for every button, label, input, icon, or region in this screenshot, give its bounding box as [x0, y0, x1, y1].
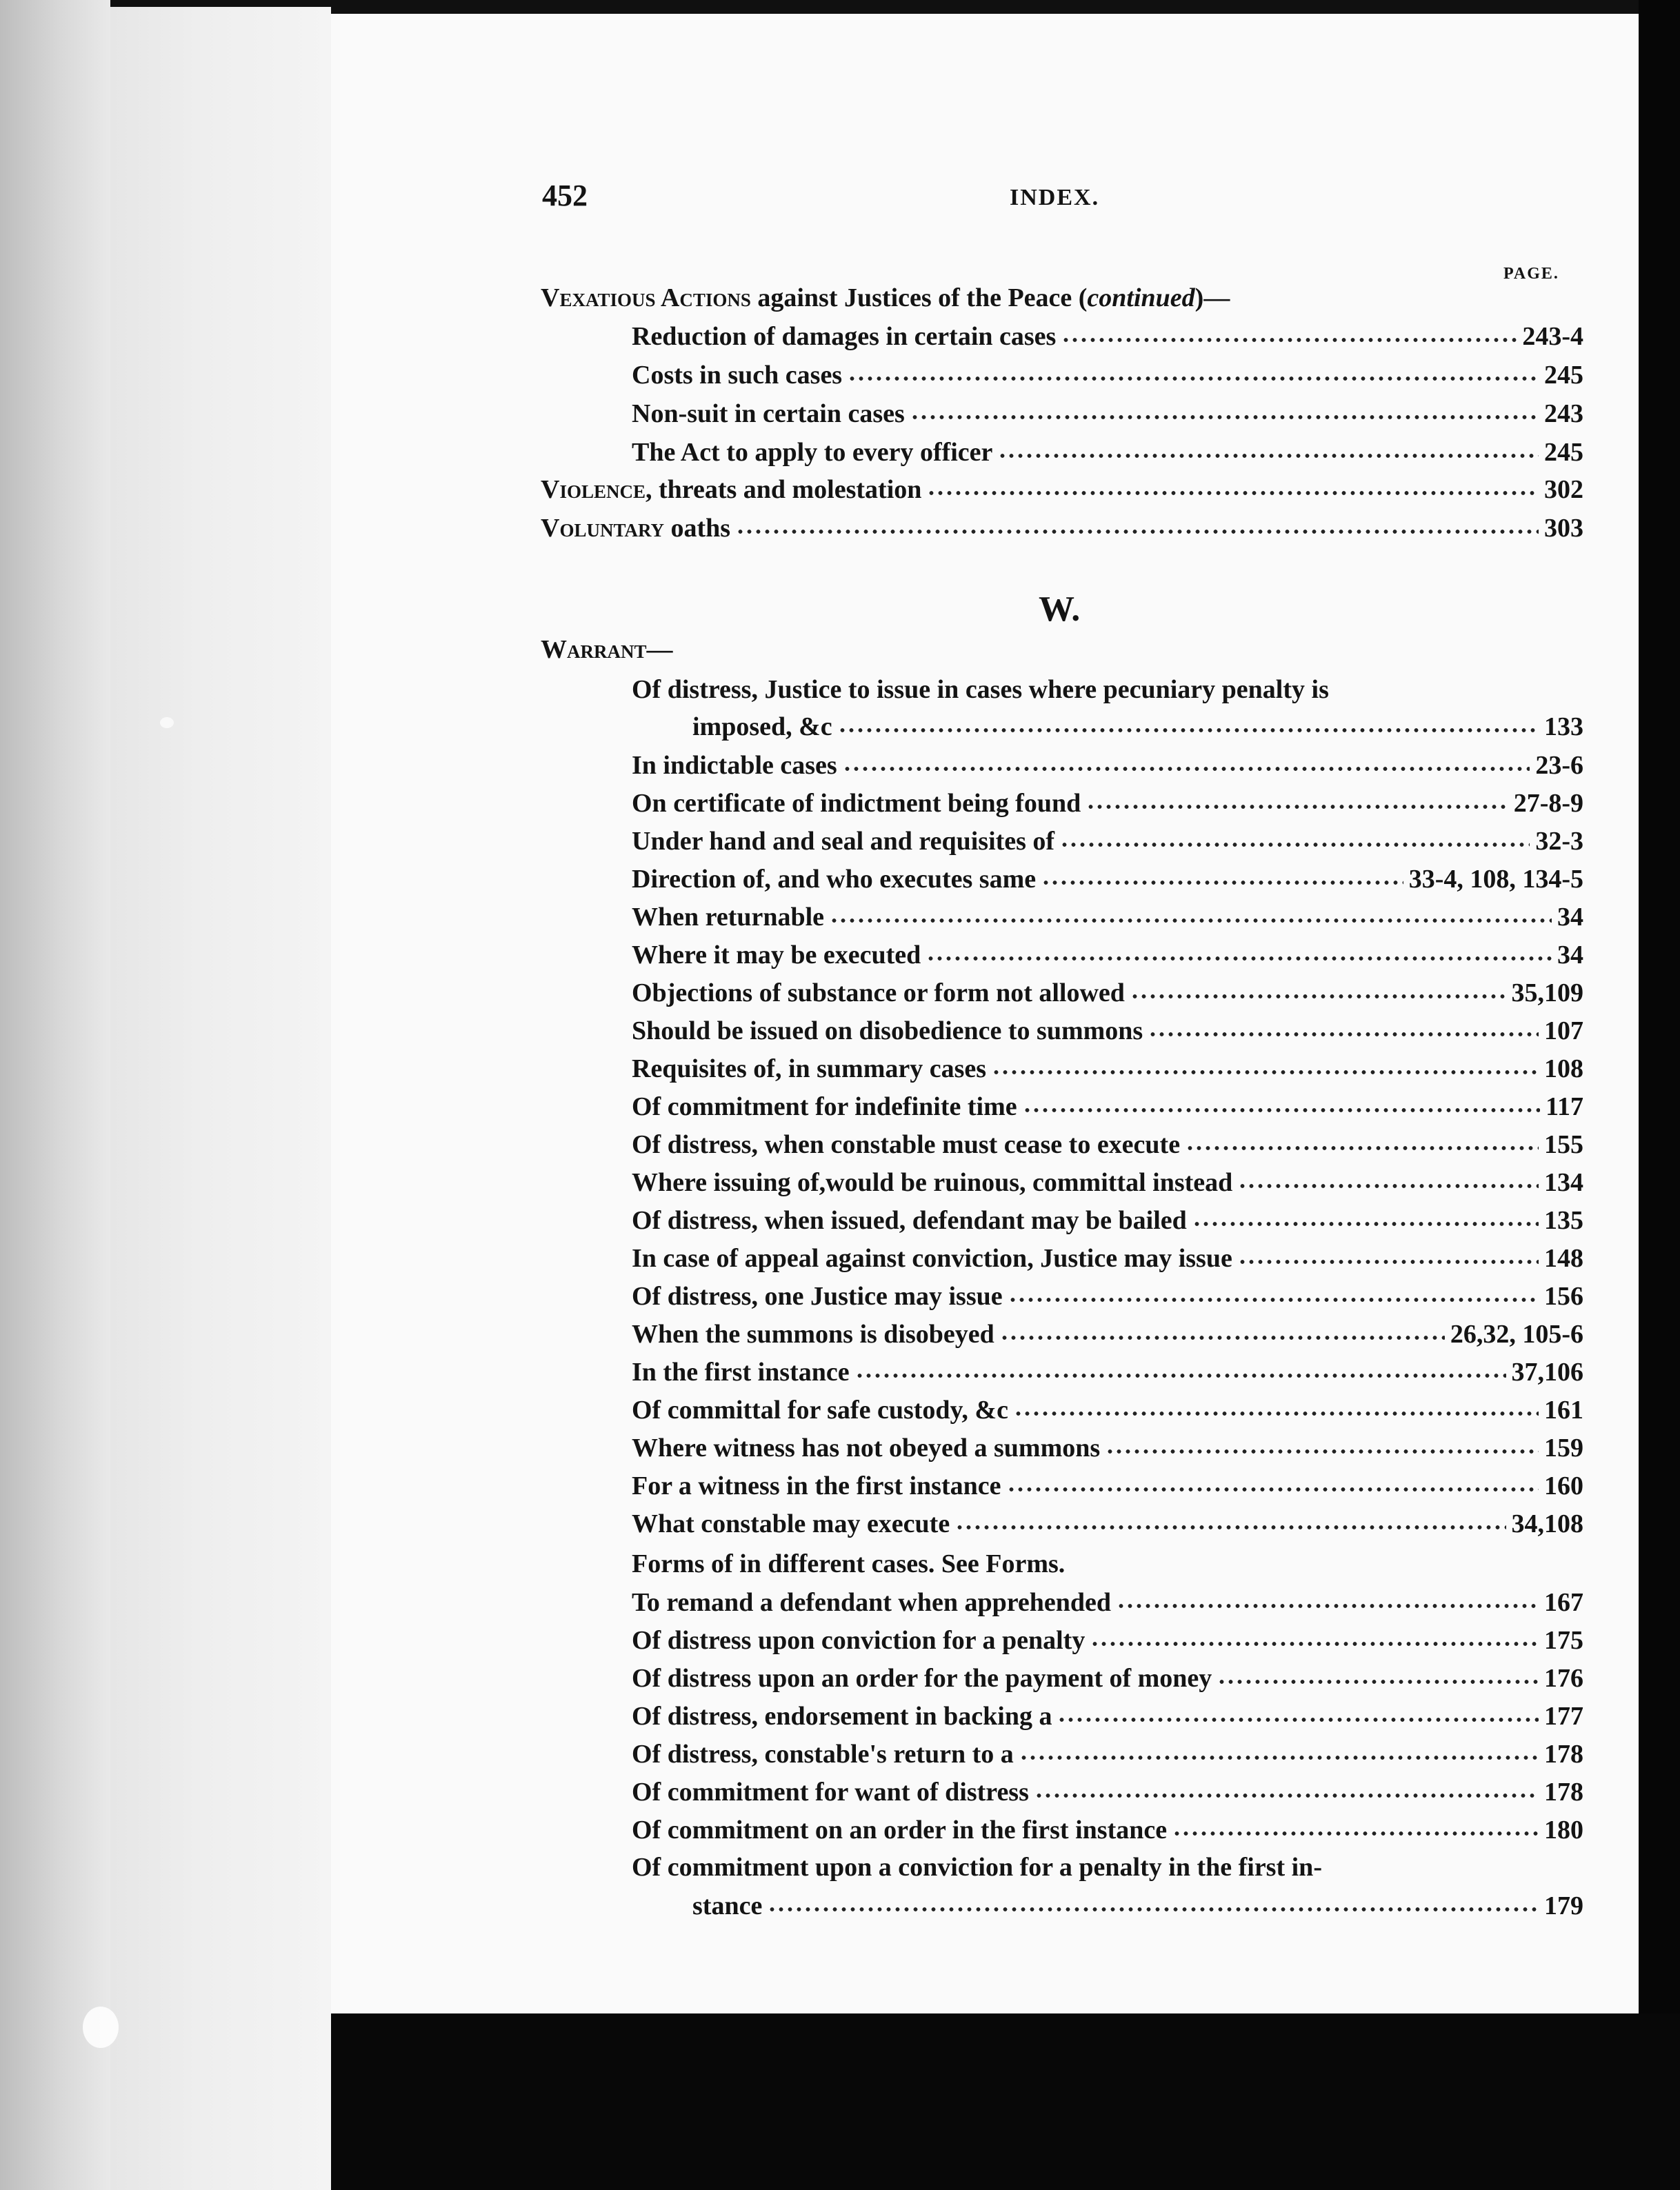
subentry-text: On certificate of indictment being found	[632, 789, 1081, 818]
index-subentry	[0, 1281, 1583, 1318]
page-reference: 243-4	[1522, 322, 1583, 351]
page-reference: 34	[1557, 903, 1583, 932]
index-entry	[0, 513, 1583, 550]
index-subentry	[0, 712, 1583, 749]
subentry-text: Under hand and seal and requisites of	[632, 827, 1055, 856]
subentry-text: Costs in such cases	[632, 361, 843, 390]
page-reference: 176	[1544, 1664, 1583, 1693]
entry-heading-tail: )—	[1194, 283, 1230, 312]
page-reference: 107	[1544, 1016, 1583, 1045]
dot-leader	[1007, 1486, 1539, 1493]
page-reference: 32-3	[1535, 827, 1583, 856]
index-subentry	[0, 1509, 1583, 1546]
index-entry-heading	[541, 283, 1230, 313]
page-reference: 26,32, 105-6	[1450, 1320, 1583, 1349]
index-subentry	[0, 1891, 1583, 1928]
page-reference: 27-8-9	[1513, 789, 1583, 818]
index-subentry	[0, 1243, 1583, 1280]
dot-leader	[955, 1524, 1506, 1531]
subentry-text: To remand a defendant when apprehended	[632, 1588, 1112, 1617]
page-reference: 303	[1544, 514, 1583, 543]
subentry-text: Of distress, when issued, defendant may be bailed	[632, 1206, 1187, 1235]
index-subentry	[0, 1319, 1583, 1356]
index-subentry	[0, 1129, 1583, 1167]
dot-leader	[910, 414, 1539, 421]
subentry-text: Of distress upon conviction for a penalty	[632, 1626, 1086, 1655]
page-reference: 34,108	[1511, 1509, 1583, 1538]
page-reference: 178	[1544, 1778, 1583, 1807]
dot-leader	[1000, 1334, 1445, 1341]
page-reference: 148	[1544, 1244, 1583, 1273]
subentry-text: What constable may execute	[632, 1509, 950, 1538]
index-entry	[0, 474, 1583, 512]
index-subentry	[0, 1777, 1583, 1814]
dot-leader	[1117, 1603, 1539, 1609]
subentry-text: Direction of, and who executes same	[632, 865, 1037, 894]
dot-leader	[848, 375, 1539, 382]
page-reference: 37,106	[1511, 1358, 1583, 1387]
index-subentry	[0, 1815, 1583, 1852]
subentry-text: Of distress, when constable must cease to execute	[632, 1130, 1181, 1159]
dot-leader	[1041, 879, 1403, 886]
index-subentry	[0, 437, 1583, 474]
subentry-text: In the first instance	[632, 1358, 850, 1387]
dot-leader	[998, 452, 1539, 459]
dot-leader	[768, 1906, 1539, 1913]
page-reference: 179	[1544, 1891, 1583, 1920]
index-subentry	[0, 826, 1583, 863]
index-subentry	[0, 399, 1583, 436]
subentry-text: Where it may be executed	[632, 941, 921, 970]
index-subentry	[0, 864, 1583, 901]
subentry-text: Of distress upon an order for the payment of money	[632, 1664, 1212, 1693]
dot-leader	[830, 917, 1552, 924]
index-subentry	[0, 1205, 1583, 1243]
dot-leader	[1090, 1640, 1539, 1647]
index-subentry	[0, 1587, 1583, 1625]
subentry-text: Objections of substance or form not allowed	[632, 978, 1125, 1007]
dot-leader	[1238, 1258, 1539, 1265]
page-reference: 302	[1544, 475, 1583, 504]
page-reference: 23-6	[1535, 751, 1583, 780]
dot-leader	[1034, 1792, 1539, 1799]
subentry-text: Of committal for safe custody, &c	[632, 1396, 1008, 1425]
index-subentry	[0, 1167, 1583, 1205]
page-reference: 35,109	[1511, 978, 1583, 1007]
subentry-text: stance	[692, 1891, 763, 1920]
index-subentry	[0, 1739, 1583, 1776]
entry-headword: Voluntary	[541, 514, 665, 543]
page-reference: 177	[1544, 1702, 1583, 1731]
dot-leader	[1148, 1031, 1539, 1038]
page-reference: 178	[1544, 1740, 1583, 1769]
index-subentry	[0, 1092, 1583, 1129]
index-subentry	[0, 750, 1583, 787]
index-subentry	[0, 1054, 1583, 1091]
subentry-text: Where issuing of,would be ruinous, committal instead	[632, 1168, 1233, 1197]
paper-blemish	[83, 2007, 119, 2048]
page-reference: 34	[1557, 941, 1583, 970]
entry-text: oaths	[664, 514, 731, 543]
page-reference: 243	[1544, 399, 1583, 428]
dot-leader	[1172, 1830, 1539, 1837]
index-subentry	[0, 1471, 1583, 1508]
subentry-text: Reduction of damages in certain cases	[632, 322, 1057, 351]
subentry-text: The Act to apply to every officer	[632, 438, 993, 467]
dot-leader	[1217, 1678, 1539, 1685]
dot-leader	[1023, 1107, 1541, 1114]
index-subentry	[0, 1625, 1583, 1662]
page-title: INDEX.	[1010, 185, 1100, 210]
index-subentry	[0, 1663, 1583, 1700]
subentry-text: In case of appeal against conviction, Justice may issue	[632, 1244, 1232, 1273]
section-letter: W.	[1039, 590, 1081, 629]
dot-leader	[1061, 336, 1517, 343]
index-subentry	[632, 1852, 1322, 1882]
subentry-text: Of distress, Justice to issue in cases where pecuniary penalty is	[632, 675, 1329, 704]
dot-leader	[1130, 993, 1506, 1000]
index-subentry	[0, 940, 1583, 977]
dot-leader	[1238, 1183, 1539, 1189]
dot-leader	[926, 955, 1552, 962]
page-reference: 180	[1544, 1816, 1583, 1845]
index-subentry	[0, 1701, 1583, 1738]
entry-headword: Vexatious Actions	[541, 283, 751, 312]
subentry-text: imposed, &c	[692, 712, 832, 741]
page-number: 452	[542, 179, 588, 212]
page-reference: 155	[1544, 1130, 1583, 1159]
dot-leader	[927, 490, 1539, 496]
index-subentry	[0, 1357, 1583, 1394]
dot-leader	[1060, 841, 1530, 848]
page-reference: 133	[1544, 712, 1583, 741]
dot-leader	[843, 765, 1530, 772]
subentry-text: Of distress, constable's return to a	[632, 1740, 1014, 1769]
index-subentry	[0, 1395, 1583, 1432]
page-reference: 33-4, 108, 134-5	[1408, 865, 1583, 894]
index-subentry	[0, 978, 1583, 1015]
subentry-text: When returnable	[632, 903, 825, 932]
subentry-text: In indictable cases	[632, 751, 837, 780]
dot-leader	[1019, 1754, 1539, 1761]
dot-leader	[855, 1372, 1506, 1379]
index-subentry	[0, 788, 1583, 825]
subentry-text: Of distress, one Justice may issue	[632, 1282, 1003, 1311]
page-reference: 134	[1544, 1168, 1583, 1197]
page-reference: 160	[1544, 1471, 1583, 1500]
index-subentry	[0, 1016, 1583, 1053]
scan-border-right	[1639, 0, 1680, 2190]
entry-text: , threats and molestation	[645, 475, 922, 504]
subentry-text: When the summons is disobeyed	[632, 1320, 994, 1349]
dot-leader	[1014, 1410, 1539, 1417]
subentry-text: For a witness in the first instance	[632, 1471, 1001, 1500]
dot-leader	[1057, 1716, 1539, 1723]
subentry-text: Of commitment upon a conviction for a penalty in the first in-	[632, 1853, 1322, 1882]
page-reference: 175	[1544, 1626, 1583, 1655]
entry-headword: Warrant—	[541, 635, 673, 664]
index-subentry	[0, 360, 1583, 397]
dot-leader	[736, 528, 1539, 535]
entry-heading-text: against Justices of the Peace (	[757, 283, 1088, 312]
dot-leader	[1008, 1296, 1539, 1303]
page-reference: 108	[1544, 1054, 1583, 1083]
subentry-text: Non-suit in certain cases	[632, 399, 905, 428]
page-reference: 135	[1544, 1206, 1583, 1235]
index-subentry	[632, 674, 1329, 705]
subentry-text: Should be issued on disobedience to summons	[632, 1016, 1143, 1045]
page-reference: 117	[1546, 1092, 1583, 1121]
dot-leader	[838, 727, 1539, 734]
dot-leader	[1186, 1145, 1539, 1152]
forms-note: Forms of in different cases. See Forms.	[632, 1549, 1066, 1578]
index-subentry	[0, 902, 1583, 939]
index-entry-heading	[541, 634, 673, 665]
page-reference: 245	[1544, 438, 1583, 467]
dot-leader	[1086, 803, 1508, 810]
index-subentry	[0, 1433, 1583, 1470]
page-reference: 156	[1544, 1282, 1583, 1311]
subentry-text: Requisites of, in summary cases	[632, 1054, 987, 1083]
dot-leader	[992, 1069, 1539, 1076]
subentry-text: Of commitment for want of distress	[632, 1778, 1029, 1807]
page-reference: 245	[1544, 361, 1583, 390]
page-reference: 167	[1544, 1588, 1583, 1617]
entry-heading-italic: continued	[1087, 283, 1195, 312]
scan-border-bottom	[331, 2013, 1680, 2190]
page-reference: 161	[1544, 1396, 1583, 1425]
subentry-text: Where witness has not obeyed a summons	[632, 1434, 1101, 1463]
dot-leader	[1106, 1448, 1539, 1455]
index-subentry	[0, 321, 1583, 359]
dot-leader	[1192, 1220, 1539, 1227]
page-reference: 159	[1544, 1434, 1583, 1463]
subentry-text: Of commitment on an order in the first instance	[632, 1816, 1168, 1845]
page-column-label: PAGE.	[1503, 265, 1559, 283]
subentry-text: Of commitment for indefinite time	[632, 1092, 1017, 1121]
subentry-text: Of distress, endorsement in backing a	[632, 1702, 1052, 1731]
entry-headword: Violence	[541, 475, 646, 504]
